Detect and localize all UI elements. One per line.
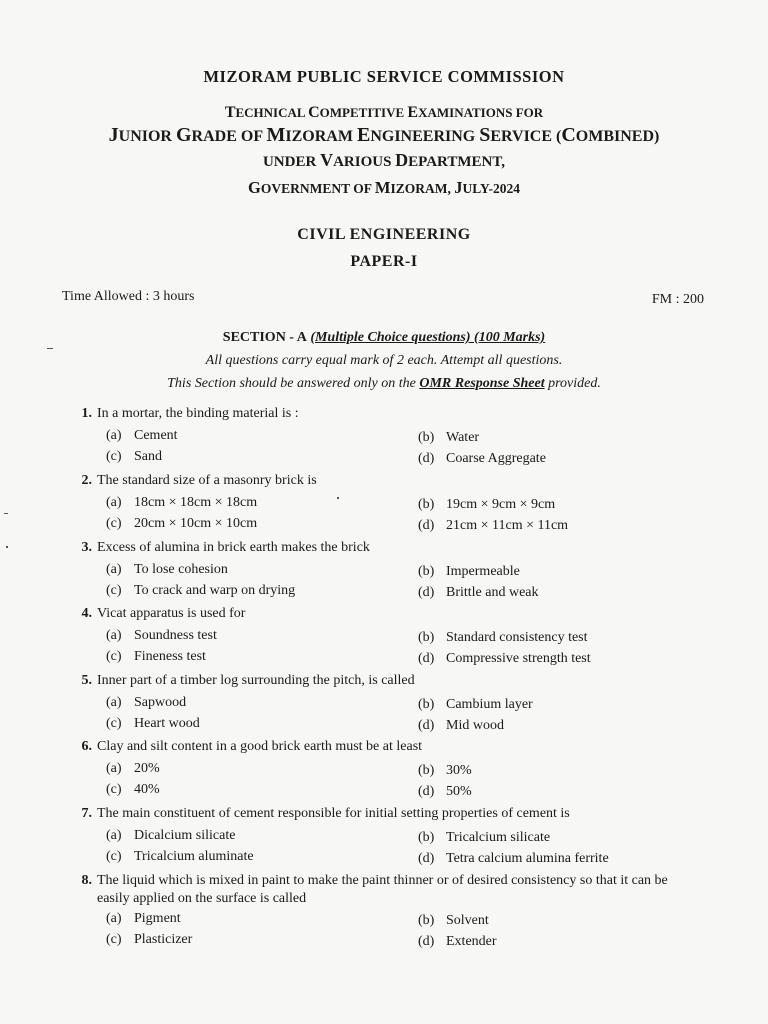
question-text: Inner part of a timber log surrounding the pitch, is called [97, 673, 415, 688]
option-label: (c) [106, 583, 122, 598]
exam-title-line-3 [0, 150, 768, 171]
question-number: 7. [81, 806, 92, 821]
answer-option [106, 849, 254, 865]
title-initial: V [320, 150, 334, 170]
option-label: (d) [418, 851, 435, 866]
section-heading [0, 330, 768, 346]
option-text: To crack and warp on drying [134, 583, 296, 598]
option-text: Tricalcium aluminate [134, 849, 254, 864]
answer-option [418, 784, 472, 800]
title-rest: ERVICE ( [490, 128, 562, 145]
answer-option [106, 583, 295, 599]
title-rest: UNDER [262, 154, 321, 170]
option-label: (c) [106, 516, 122, 531]
option-label: (b) [418, 564, 435, 579]
option-text: 21cm × 11cm × 11cm [446, 518, 569, 533]
option-label: (c) [106, 716, 122, 731]
answer-option [106, 649, 206, 665]
subject-title: CIVIL ENGINEERING [297, 226, 471, 243]
title-initial: D [395, 150, 409, 170]
question-number: 4. [81, 606, 92, 621]
omr-response-sheet-label: OMR Response Sheet [419, 376, 545, 391]
scan-speck [337, 497, 339, 499]
title-initial: C [561, 124, 576, 146]
title-initial: S [479, 124, 491, 146]
title-initial: M [266, 124, 286, 146]
organization-title: MIZORAM PUBLIC SERVICE COMMISSION [203, 67, 565, 86]
option-text: Brittle and weak [446, 585, 539, 600]
option-label: (b) [418, 630, 435, 645]
exam-title-line-1 [0, 104, 768, 122]
option-label: (c) [106, 782, 122, 797]
option-label: (d) [418, 451, 435, 466]
option-text: Water [446, 430, 480, 445]
question-text: Excess of alumina in brick earth makes the brick [97, 540, 370, 555]
answer-option [418, 830, 550, 846]
title-initial: T [224, 104, 236, 121]
section-name: SECTION - A [222, 330, 307, 345]
option-text: Compressive strength test [446, 651, 591, 666]
title-rest: NGINEERING [370, 128, 480, 145]
option-text: To lose cohesion [134, 562, 228, 577]
question-text: The liquid which is mixed in paint to make the paint thinner or of desired consistency so that it can be [97, 873, 668, 888]
answer-option [106, 428, 178, 444]
option-text: Heart wood [134, 716, 200, 731]
exam-title-line-2 [0, 124, 768, 147]
option-text: Dicalcium silicate [134, 828, 236, 843]
option-label: (a) [106, 761, 122, 776]
instruction-text-post: provided. [544, 376, 601, 391]
answer-option [106, 449, 162, 465]
title-initial: J [108, 124, 119, 146]
option-text: Plasticizer [134, 932, 193, 947]
title-rest: ARIOUS [333, 154, 396, 170]
answer-option [106, 495, 257, 511]
option-label: (a) [106, 562, 122, 577]
option-label: (d) [418, 934, 435, 949]
option-text: 18cm × 18cm × 18cm [134, 495, 258, 510]
option-label: (a) [106, 695, 122, 710]
title-rest: IZORAM, [390, 181, 455, 196]
answer-option [106, 628, 217, 644]
option-text: Sapwood [134, 695, 187, 710]
option-text: Coarse Aggregate [446, 451, 546, 466]
paper-title: PAPER-I [350, 253, 418, 270]
answer-option [418, 718, 504, 734]
answer-option [418, 697, 533, 713]
option-label: (d) [418, 585, 435, 600]
title-initial: M [374, 178, 391, 197]
option-label: (d) [418, 518, 435, 533]
option-label: (d) [418, 651, 435, 666]
question-number: 1. [81, 406, 92, 421]
option-label: (b) [418, 763, 435, 778]
answer-option [418, 913, 489, 929]
answer-option [418, 763, 472, 779]
question-number: 3. [81, 540, 92, 555]
question-text-continued: easily applied on the surface is called [97, 891, 307, 906]
option-label: (b) [418, 497, 435, 512]
option-text: Fineness test [134, 649, 206, 664]
answer-option [106, 932, 192, 948]
option-text: Extender [446, 934, 497, 949]
scan-speck [4, 513, 8, 514]
title-rest: RADE OF [191, 128, 267, 145]
option-text: Cement [134, 428, 178, 443]
option-text: Solvent [446, 913, 489, 928]
title-initial: J [454, 178, 463, 197]
answer-option [106, 695, 186, 711]
answer-option [106, 782, 160, 798]
option-text: Pigment [134, 911, 181, 926]
scan-speck [47, 348, 53, 349]
section-instruction-2 [0, 376, 768, 392]
answer-option [418, 497, 555, 513]
option-label: (a) [106, 911, 122, 926]
question-number: 6. [81, 739, 92, 754]
option-label: (d) [418, 718, 435, 733]
question-text: Clay and silt content in a good brick earth must be at least [97, 739, 423, 754]
option-label: (b) [418, 697, 435, 712]
title-rest: ULY-2024 [462, 181, 520, 196]
option-label: (a) [106, 428, 122, 443]
option-text: Mid wood [446, 718, 504, 733]
option-text: 20% [134, 761, 160, 776]
option-label: (b) [418, 913, 435, 928]
title-initial: E [407, 104, 419, 121]
option-label: (c) [106, 449, 122, 464]
option-label: (a) [106, 828, 122, 843]
question-number: 2. [81, 473, 92, 488]
option-label: (c) [106, 849, 122, 864]
answer-option [418, 518, 568, 534]
title-rest: OMBINED) [575, 128, 660, 145]
option-text: Cambium layer [446, 697, 533, 712]
title-rest: OVERNMENT OF [260, 181, 375, 196]
answer-option [106, 516, 257, 532]
option-text: Impermeable [446, 564, 520, 579]
title-rest: EPARTMENT, [408, 154, 506, 170]
answer-option [106, 562, 228, 578]
option-text: Tricalcium silicate [446, 830, 551, 845]
title-initial: C [308, 104, 320, 121]
option-label: (c) [106, 649, 122, 664]
option-text: Standard consistency test [446, 630, 588, 645]
option-label: (c) [106, 932, 122, 947]
full-marks: FM : 200 [651, 292, 704, 307]
option-label: (b) [418, 430, 435, 445]
option-text: 40% [134, 782, 160, 797]
title-rest: XAMINATIONS FOR [418, 105, 544, 120]
answer-option [418, 651, 591, 667]
answer-option [418, 430, 479, 446]
title-rest: IZORAM [285, 128, 357, 145]
option-label: (a) [106, 495, 122, 510]
question-number: 8. [81, 873, 92, 888]
answer-option [418, 451, 546, 467]
option-text: 50% [446, 784, 472, 799]
option-text: Soundness test [134, 628, 217, 643]
option-label: (a) [106, 628, 122, 643]
question-text: The standard size of a masonry brick is [97, 473, 317, 488]
exam-title-line-4 [0, 178, 768, 198]
title-initial: E [356, 124, 371, 146]
answer-option [106, 761, 160, 777]
option-label: (d) [418, 784, 435, 799]
option-text: Sand [134, 449, 162, 464]
answer-option [418, 564, 520, 580]
option-text: Tetra calcium alumina ferrite [446, 851, 609, 866]
title-rest: ECHNICAL [235, 105, 309, 120]
section-instruction-1: All questions carry equal mark of 2 each. Attempt all questions. [205, 353, 563, 368]
question-text: In a mortar, the binding material is : [97, 406, 299, 421]
section-marks-note: (Multiple Choice questions) (100 Marks) [310, 330, 546, 345]
answer-option [106, 716, 200, 732]
instruction-text-pre: This Section should be answered only on the [167, 376, 420, 391]
answer-option [418, 934, 497, 950]
option-text: 30% [446, 763, 472, 778]
answer-option [418, 630, 588, 646]
answer-option [418, 585, 539, 601]
option-label: (b) [418, 830, 435, 845]
title-rest: OMPETITIVE [319, 105, 408, 120]
option-text: 20cm × 10cm × 10cm [134, 516, 258, 531]
question-number: 5. [81, 673, 92, 688]
title-initial: G [248, 178, 261, 197]
answer-option [106, 911, 181, 927]
question-text: Vicat apparatus is used for [97, 606, 246, 621]
question-text: The main constituent of cement responsible for initial setting properties of cement is [97, 806, 570, 821]
scan-speck [6, 546, 8, 548]
title-rest: UNIOR [118, 128, 176, 145]
title-initial: G [175, 124, 192, 146]
answer-option [418, 851, 609, 867]
option-text: 19cm × 9cm × 9cm [446, 497, 556, 512]
time-allowed: Time Allowed : 3 hours [62, 289, 195, 304]
answer-option [106, 828, 235, 844]
